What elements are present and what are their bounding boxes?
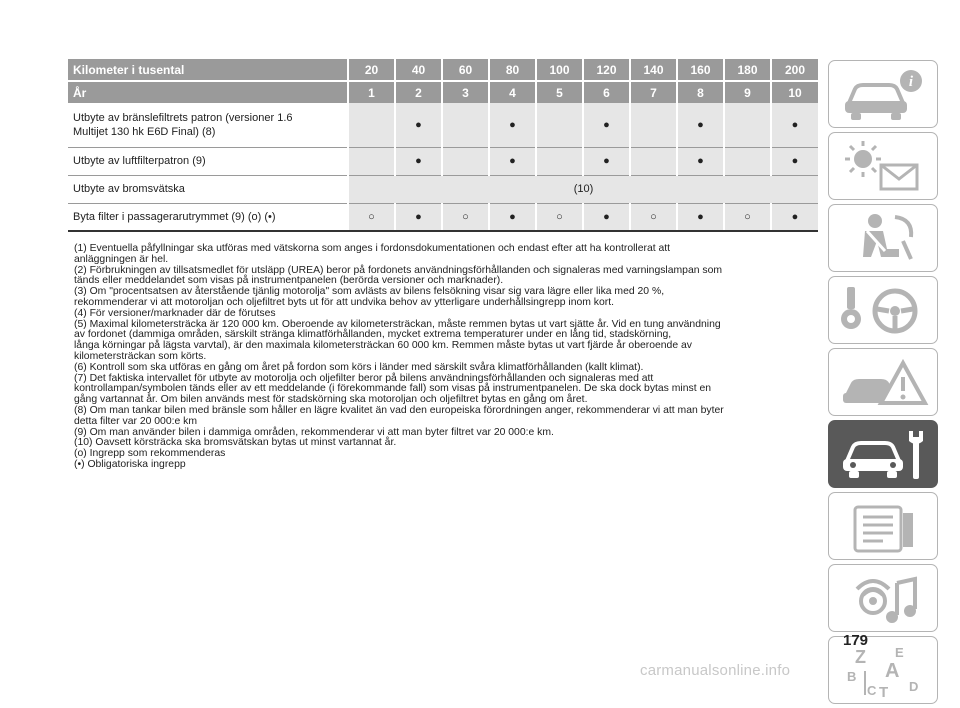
footnote-line: (3) Om "procentsatsen av återstående tjänlig motorolja" som avlästs av bilens felsökning visar sig vara lägre eller lika med 20 %, xyxy=(74,286,665,298)
watermark: carmanualsonline.info xyxy=(640,662,791,679)
schedule-cell xyxy=(630,103,677,147)
chapter-sidebar xyxy=(828,60,942,708)
footnote-line: (o) Ingrepp som rekommenderas xyxy=(74,448,226,460)
header-year-cell: 2 xyxy=(395,81,442,103)
tab-specifications[interactable] xyxy=(828,492,938,560)
svg-text:i: i xyxy=(908,74,914,90)
footnote-line: (2) Förbrukningen av tillsatsmedlet för utsläpp (UREA) beror på fordonets användningsförhållanden och signaleras med varningslampan som xyxy=(74,264,723,276)
tab-warning-lights[interactable] xyxy=(828,132,938,200)
footnote-line: kontrollampan/symbolen tänds eller av ett meddelande (i förekommande fall) som visas på instrumentpanelen. De ska dock bytas minst en xyxy=(74,383,712,395)
footnote-line: gång vartannat år. Om bilen används mest för stadskörning ska motoroljan och oljefiltret bytas en gång om året. xyxy=(74,394,588,406)
schedule-cell xyxy=(348,103,395,147)
schedule-cell: ● xyxy=(583,203,630,231)
schedule-cell: ● xyxy=(395,147,442,175)
footnotes xyxy=(74,244,818,471)
header-year-cell: 7 xyxy=(630,81,677,103)
seat-safety-icon xyxy=(837,211,931,267)
footnote-line: (6) Kontroll som ska utföras en gång om året på fordon som körs i länder med särskilt svåra klimatförhållanden (kallt klimat). xyxy=(74,361,644,373)
index-letter: A xyxy=(885,660,900,682)
schedule-span-cell: (10) xyxy=(348,175,818,203)
row-label xyxy=(68,103,348,147)
header-year-cell: 4 xyxy=(489,81,536,103)
schedule-cell: ● xyxy=(771,103,818,147)
emergency-triangle-icon xyxy=(837,355,931,411)
footnote-line: (•) Obligatoriska ingrepp xyxy=(74,458,186,470)
schedule-cell xyxy=(630,147,677,175)
row-label: Byta filter i passagerarutrymmet (9) (o) (•) xyxy=(68,203,348,231)
schedule-cell: ○ xyxy=(442,203,489,231)
index-letter: B xyxy=(847,669,857,684)
schedule-cell: ● xyxy=(771,203,818,231)
schedule-cell xyxy=(536,147,583,175)
tab-emergency[interactable] xyxy=(828,348,938,416)
schedule-cell: ● xyxy=(489,103,536,147)
tab-multimedia[interactable] xyxy=(828,564,938,632)
footnote-line: (4) För versioner/marknader där de förutses xyxy=(74,307,276,319)
header-row-year xyxy=(68,81,818,103)
schedule-cell: ○ xyxy=(724,203,771,231)
footnote-line: (5) Maximal kilometersträcka är 120 000 km. Oberoende av kilometersträckan, måste remmen bytas ut vart sjätte år. Vid en tung användning xyxy=(74,318,721,330)
header-km-cell: 100 xyxy=(536,59,583,81)
schedule-cell xyxy=(442,103,489,147)
table-row xyxy=(68,203,818,231)
header-year-cell: 6 xyxy=(583,81,630,103)
tab-key-steering[interactable] xyxy=(828,276,938,344)
footnote-line: anläggningen är hel. xyxy=(74,253,169,265)
schedule-cell: ○ xyxy=(536,203,583,231)
schedule-cell: ● xyxy=(583,147,630,175)
row-label: Utbyte av luftfilterpatron (9) xyxy=(68,147,348,175)
table-row xyxy=(68,103,818,147)
warning-lights-icon xyxy=(837,139,931,195)
multimedia-icon xyxy=(837,571,931,627)
schedule-cell: ● xyxy=(771,147,818,175)
header-km-cell: 80 xyxy=(489,59,536,81)
footnote-line: kilometersträckan som körts. xyxy=(74,350,207,362)
header-km-cell: 120 xyxy=(583,59,630,81)
tab-car-info[interactable] xyxy=(828,60,938,128)
footnote-line: detta filter var 20 000:e km xyxy=(74,415,198,427)
header-year-cell: 1 xyxy=(348,81,395,103)
index-letter: Z xyxy=(855,647,866,667)
specifications-list-icon xyxy=(837,499,931,555)
schedule-cell xyxy=(724,147,771,175)
index-letter: C xyxy=(867,683,877,698)
header-year-cell: 9 xyxy=(724,81,771,103)
footnote-line: långa körningar på lägsta varvtal), är den maximala kilometersträckan 60 000 km. Remmen måste bytas ut vart fjärde år oberoende av xyxy=(74,340,692,352)
schedule-cell: ● xyxy=(677,203,724,231)
table-row xyxy=(68,175,818,203)
footnote-line: tänds eller meddelandet som visas på instrumentpanelen (berörda versioner och marknader). xyxy=(74,275,504,287)
schedule-cell xyxy=(442,147,489,175)
row-label: Utbyte av bromsvätska xyxy=(68,175,348,203)
header-year-cell: 5 xyxy=(536,81,583,103)
key-steering-icon xyxy=(837,283,931,339)
header-km-cell: 140 xyxy=(630,59,677,81)
page-number: 179 xyxy=(843,632,869,649)
schedule-cell: ● xyxy=(583,103,630,147)
footnote-line: (1) Eventuella påfyllningar ska utföras med vätskorna som anges i fordonsdokumentationen och endast efter att ha kontrollerat att xyxy=(74,243,671,254)
tab-seat-safety[interactable] xyxy=(828,204,938,272)
schedule-cell: ● xyxy=(395,203,442,231)
header-row-km xyxy=(68,59,818,81)
schedule-cell: ● xyxy=(677,147,724,175)
header-year-cell: 10 xyxy=(771,81,818,103)
header-year-cell: 8 xyxy=(677,81,724,103)
schedule-cell: ● xyxy=(489,147,536,175)
index-letter: T xyxy=(879,684,889,701)
maintenance-schedule-table xyxy=(68,59,818,232)
car-wrench-icon xyxy=(837,427,931,483)
footnote-line: (8) Om man tankar bilen med bränsle som håller en lägre kvalitet än vad den europeiska förordningen anger, rekommenderar vi att man byter xyxy=(74,404,724,416)
footnote-line: (9) Om man använder bilen i dammiga områden, rekommenderar vi att man byter filtret var 20 000:e km. xyxy=(74,426,554,438)
footnote-line: (7) Det faktiska intervallet för utbyte av motorolja och oljefilter beror på bilens användningsförhållanden och signaleras med att xyxy=(74,372,654,384)
header-km-cell: 200 xyxy=(771,59,818,81)
footnote-line: av fordonet (dammiga områden, särskilt stränga klimatförhållanden, mycket extrema temperaturer under en lång tid, stadskörning, xyxy=(74,329,672,341)
schedule-cell: ● xyxy=(677,103,724,147)
header-year-label: År xyxy=(68,81,348,103)
alphabetical-index-icon xyxy=(837,643,931,699)
header-year-cell: 3 xyxy=(442,81,489,103)
tab-maintenance[interactable] xyxy=(828,420,938,488)
schedule-cell xyxy=(724,103,771,147)
schedule-cell xyxy=(348,147,395,175)
footnote-line: (10) Oavsett körsträcka ska bromsvätskan bytas ut minst vartannat år. xyxy=(74,437,397,449)
row-label-line: Multijet 130 hk E6D Final) (8) xyxy=(73,125,216,138)
schedule-cell: ○ xyxy=(630,203,677,231)
header-km-cell: 20 xyxy=(348,59,395,81)
header-km-cell: 160 xyxy=(677,59,724,81)
footnote-line: rekommenderar vi att motoroljan och oljefiltret byts ut för att undvika behov av ytterligare underhållsingrepp inom kort. xyxy=(74,296,614,308)
schedule-cell: ○ xyxy=(348,203,395,231)
car-info-icon xyxy=(837,67,931,123)
schedule-cell: ● xyxy=(489,203,536,231)
index-letter: E xyxy=(895,645,904,660)
row-label-line: Utbyte av bränslefiltrets patron (versioner 1.6 xyxy=(73,111,293,124)
header-km-cell: 180 xyxy=(724,59,771,81)
table-row xyxy=(68,147,818,175)
schedule-cell: ● xyxy=(395,103,442,147)
header-km-cell: 60 xyxy=(442,59,489,81)
header-km-label: Kilometer i tusental xyxy=(68,59,348,81)
schedule-cell xyxy=(536,103,583,147)
index-letter: D xyxy=(909,679,919,694)
header-km-cell: 40 xyxy=(395,59,442,81)
